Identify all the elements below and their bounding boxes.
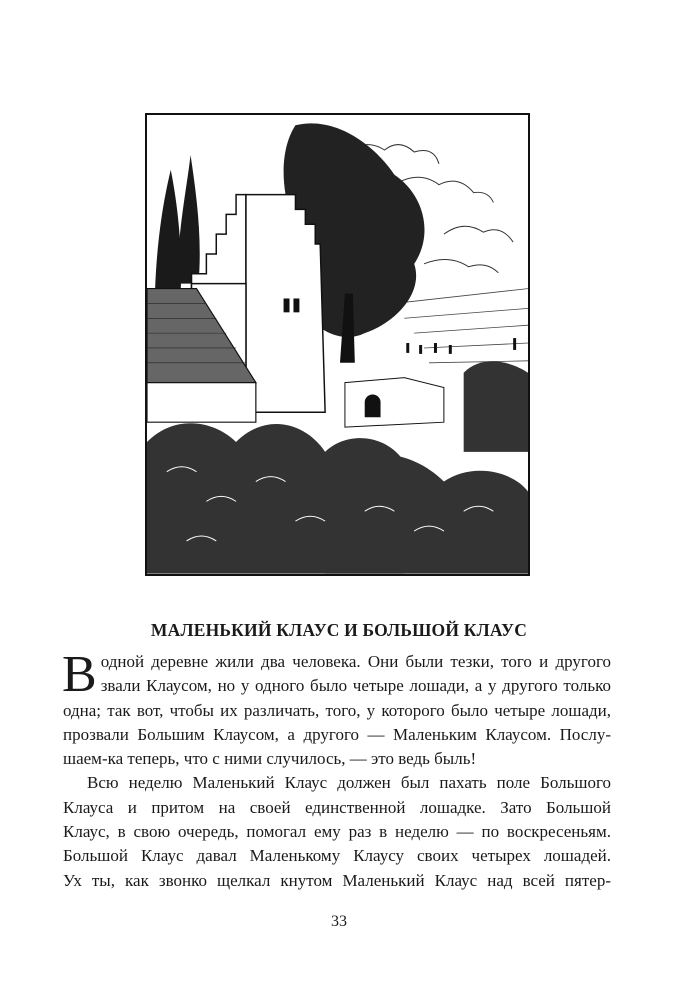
text-line: одна; так вот, чтобы их различать, того, у которого было четыре лошади, (63, 700, 611, 720)
text-line: прозвали Большим Клаусом, а другого — Маленьким Клаусом. Послу- (63, 724, 611, 744)
cloud-outline (444, 226, 513, 242)
text-line: одной деревне жили два человека. Они были тезки, того и другого (100, 652, 611, 671)
page-number: 33 (331, 913, 347, 930)
text-line: Ух ты, как звонко щелкал кнутом Маленький Клаус над всей пятер- (63, 870, 611, 890)
text-line: Клаус, в свою очередь, помогал ему раз в неделю — по воскресеньям. (63, 822, 611, 842)
church-illustration-drawing (147, 115, 528, 574)
drop-cap: В (62, 646, 97, 703)
story-text (62, 646, 611, 893)
text-line: Большой Клаус давал Маленькому Клаусу своих четырех лошадей. (63, 846, 611, 866)
text-line: звали Клаусом, но у одного было четыре лошади, а у другого только (100, 676, 611, 696)
text-line: Всю неделю Маленький Клаус должен был пахать поле Большого (87, 773, 611, 793)
cloud-outline (424, 260, 498, 273)
chapter-illustration (145, 113, 530, 576)
text-line: Клауса и притом на своей единственной лошадке. Зато Большой (63, 797, 611, 817)
chapter-title: МАЛЕНЬКИЙ КЛАУС И БОЛЬШОЙ КЛАУС (150, 620, 528, 640)
text-line: шаем-ка теперь, что с ними случилось, — это ведь быль! (63, 749, 477, 769)
